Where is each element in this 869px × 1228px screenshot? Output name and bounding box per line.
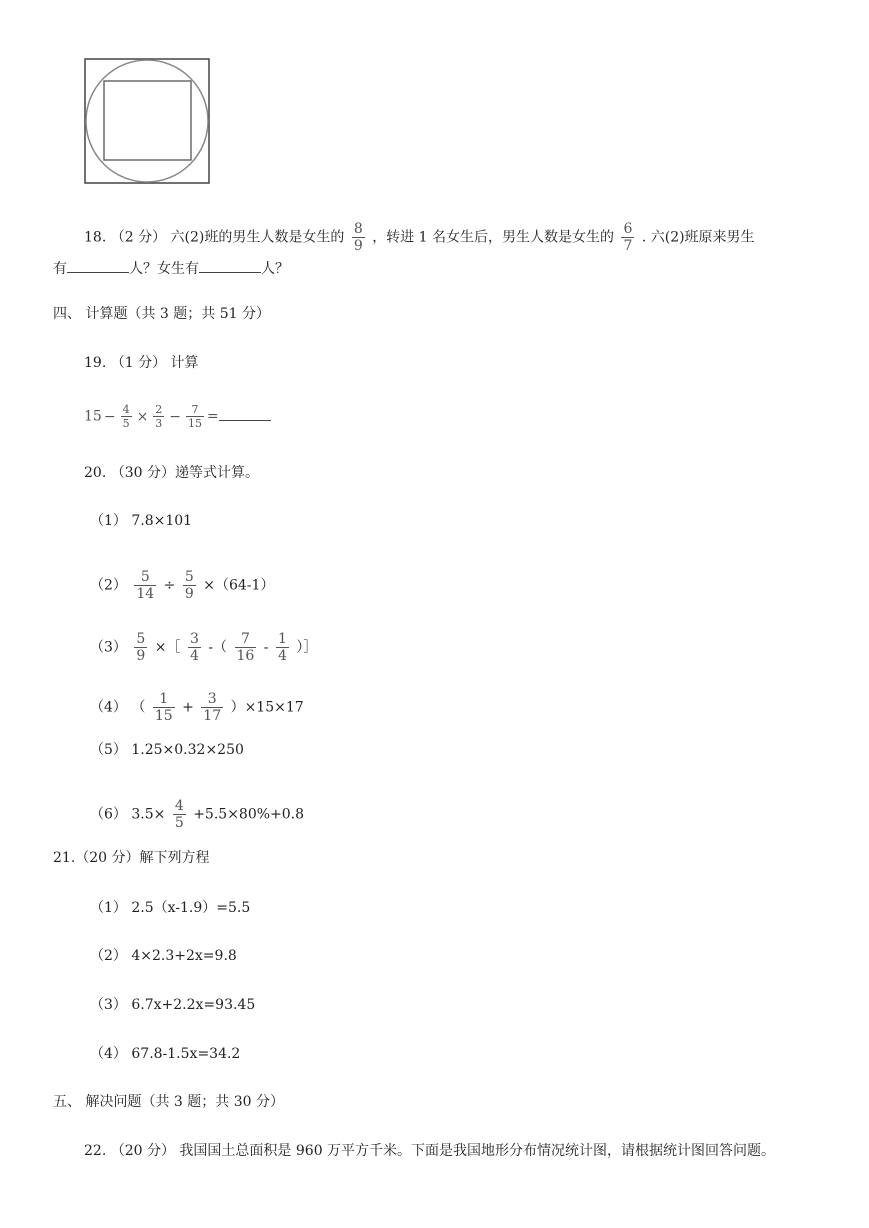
inner-square	[104, 81, 191, 160]
answer-blank-boys[interactable]	[67, 258, 129, 273]
q20-part-5: （5） 1.25×0.32×250	[90, 742, 244, 758]
question-18-line1: 18. （2 分） 六(2)班的男生人数是女生的 $\frac{8}{9}$ ，转进 1 名女生后，男生人数是女生的 $\frac{6}{7}$ . 六(2)班原来男生	[84, 221, 755, 254]
square-circle-figure	[84, 58, 211, 185]
fraction-6-7: $\frac{6}{7}$	[623, 221, 633, 254]
question-20-title: 20. （30 分）递等式计算。	[84, 465, 259, 481]
q21-item-3: （3） 6.7x+2.2x=93.45	[90, 997, 256, 1013]
section-5-heading: 五、 解决问题（共 3 题；共 30 分）	[53, 1094, 284, 1110]
q20-part-4: （4） （ $\frac{1}{15}$ + $\frac{3}{17}$ ）×15×17	[90, 691, 304, 724]
fraction-8-9: $\frac{8}{9}$	[353, 221, 363, 254]
q21-item-1: （1） 2.5（x-1.9）=5.5	[90, 900, 251, 916]
q20-part-2: （2） $\frac{5}{14}$ ÷ $\frac{5}{9}$ ×（64-1）	[90, 569, 275, 602]
question-21-title: 21.（20 分）解下列方程	[53, 850, 210, 866]
q20-part-3: （3） $\frac{5}{9}$ ×［ $\frac{3}{4}$ -（ $\frac{7}{16}$ - $\frac{1}{4}$ ）］	[90, 631, 318, 664]
answer-blank-girls[interactable]	[199, 258, 261, 273]
question-22-text: 22. （20 分） 我国国土总面积是 960 万平方千米。下面是我国地形分布情况统计图，请根据统计图回答问题。	[84, 1143, 776, 1159]
q20-part-6: （6） 3.5× $\frac{4}{5}$ +5.5×80%+0.8	[90, 798, 305, 831]
section-4-heading: 四、 计算题（共 3 题；共 51 分）	[53, 306, 270, 322]
question-19-title: 19. （1 分） 计算	[84, 355, 199, 371]
question-18-line2: 有 人？女生有 人？	[53, 258, 289, 279]
q21-item-4: （4） 67.8-1.5x=34.2	[90, 1046, 241, 1062]
q21-item-2: （2） 4×2.3+2x=9.8	[90, 948, 237, 964]
answer-blank-19[interactable]	[219, 406, 271, 421]
q20-part-1: （1） 7.8×101	[90, 513, 193, 529]
question-19-expression: 15 − $\frac{4}{5}$ × $\frac{2}{3}$ − $\frac{7}{15}$ =	[84, 404, 271, 429]
